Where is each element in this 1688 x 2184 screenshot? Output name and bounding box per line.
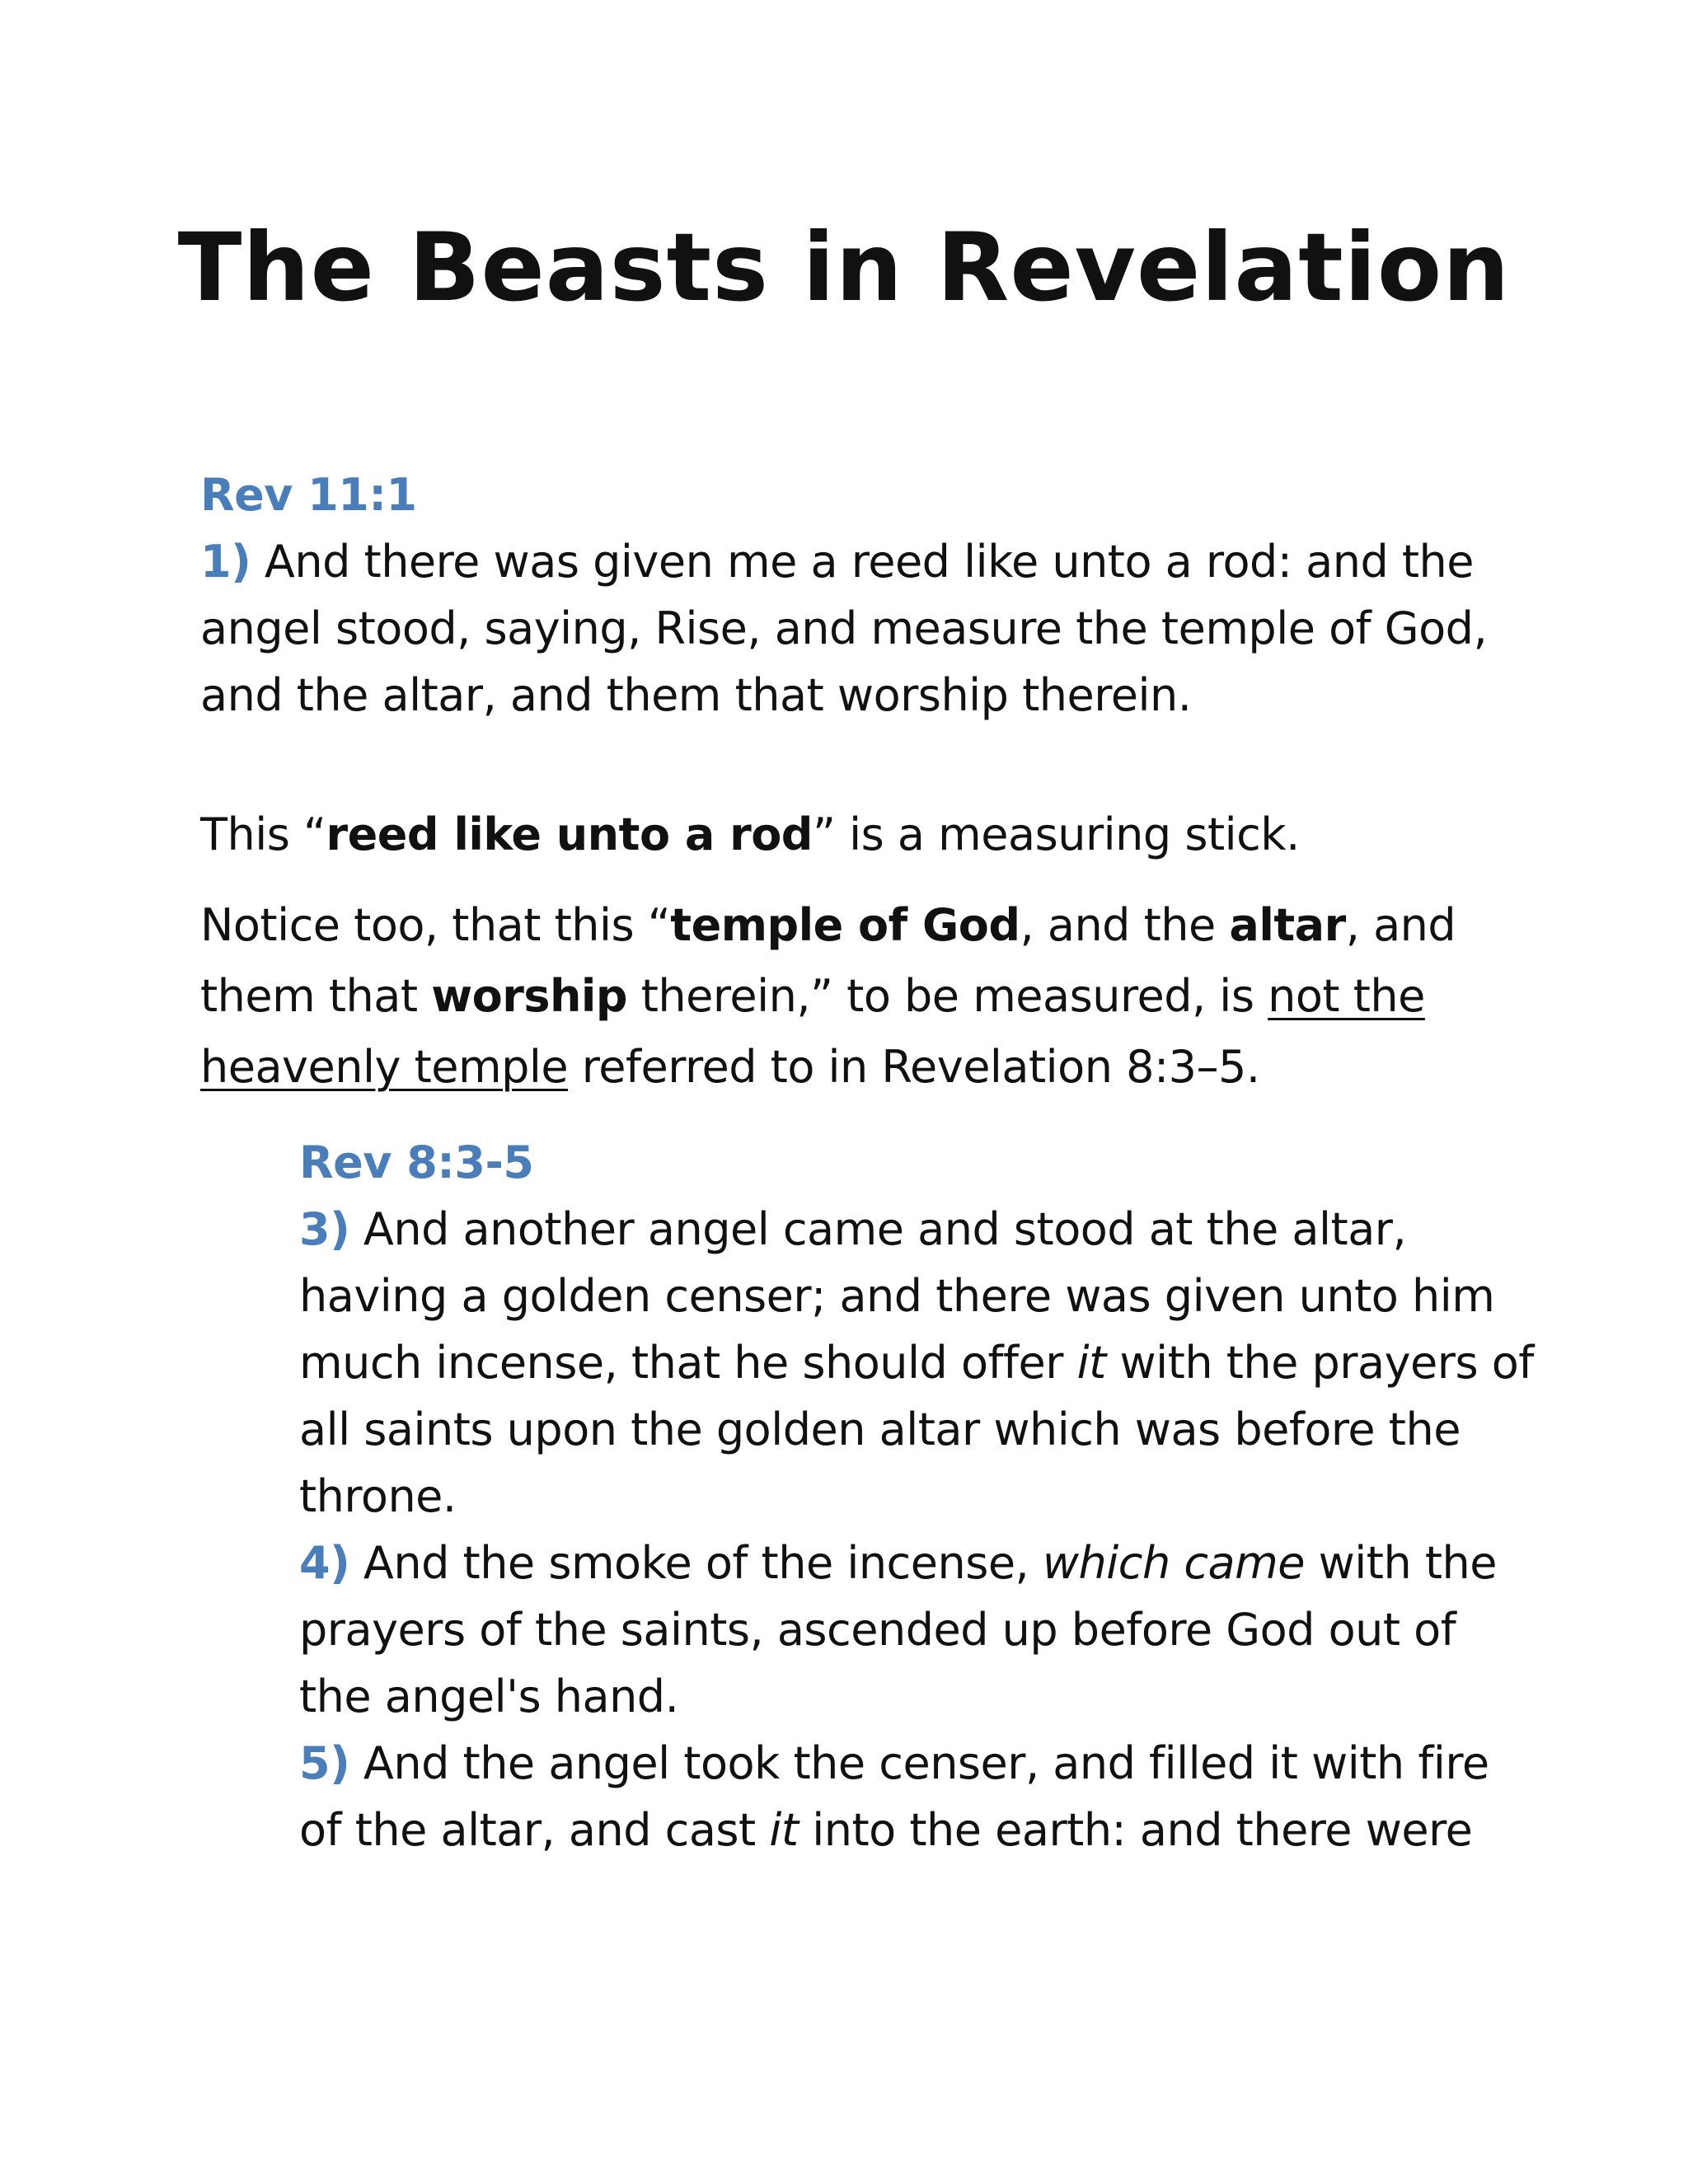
note-underlined-text: not the heavenly temple <box>200 970 1425 1093</box>
verse-text: And the angel took the censer, and filled it with fire of the altar, and cast <box>299 1737 1489 1856</box>
note-bold-text: altar <box>1229 899 1346 951</box>
note-text: ” is a measuring stick. <box>812 808 1300 860</box>
note-bold-text: worship <box>431 970 628 1022</box>
verse-italic-text: which came <box>1042 1537 1305 1589</box>
verse-text: And the smoke of the incense, <box>349 1537 1043 1589</box>
note-text: , and the <box>1020 899 1230 951</box>
note-bold-text: temple of God <box>670 899 1020 951</box>
verse-text: And there was given me a reed like unto a rod: and the angel stood, saying, Rise, and measure the temple of God, and the altar, and them that worship therein. <box>200 536 1488 721</box>
note-text: therein,” to be measured, is <box>627 970 1268 1022</box>
page-title: The Beasts in Revelation <box>177 213 1511 322</box>
verse-number: 4) <box>299 1537 350 1589</box>
note-text: This “ <box>200 808 326 860</box>
verse-number: 3) <box>299 1203 350 1255</box>
verse-text: into the earth: and there were <box>798 1804 1473 1856</box>
verse-text: with the prayers of all saints upon the golden altar which was before the throne. <box>299 1337 1534 1522</box>
scripture-reference: Rev 8:3-5 <box>299 1137 534 1188</box>
verse-text: And another angel came and stood at the altar, having a golden censer; and there was given unto him much incense, that he should offer <box>299 1203 1495 1389</box>
scripture-block-rev-11 <box>200 462 1536 729</box>
scripture-block-rev-8 <box>299 1129 1536 1863</box>
note-text: referred to in Revelation 8:3–5. <box>568 1041 1260 1093</box>
commentary-paragraph-2 <box>200 890 1536 1103</box>
verse-number: 1) <box>200 536 251 588</box>
verse-italic-text: it <box>1076 1337 1106 1389</box>
note-text: , and them that <box>200 899 1456 1022</box>
verse-text: with the prayers of the saints, ascended up before God out of the angel's hand. <box>299 1537 1497 1722</box>
commentary-paragraph-1 <box>200 801 1536 868</box>
note-text: Notice too, that this “ <box>200 899 671 951</box>
scripture-reference: Rev 11:1 <box>200 469 417 521</box>
note-bold-text: reed like unto a rod <box>326 808 813 860</box>
verse-number: 5) <box>299 1737 350 1789</box>
verse-italic-text: it <box>769 1804 799 1856</box>
